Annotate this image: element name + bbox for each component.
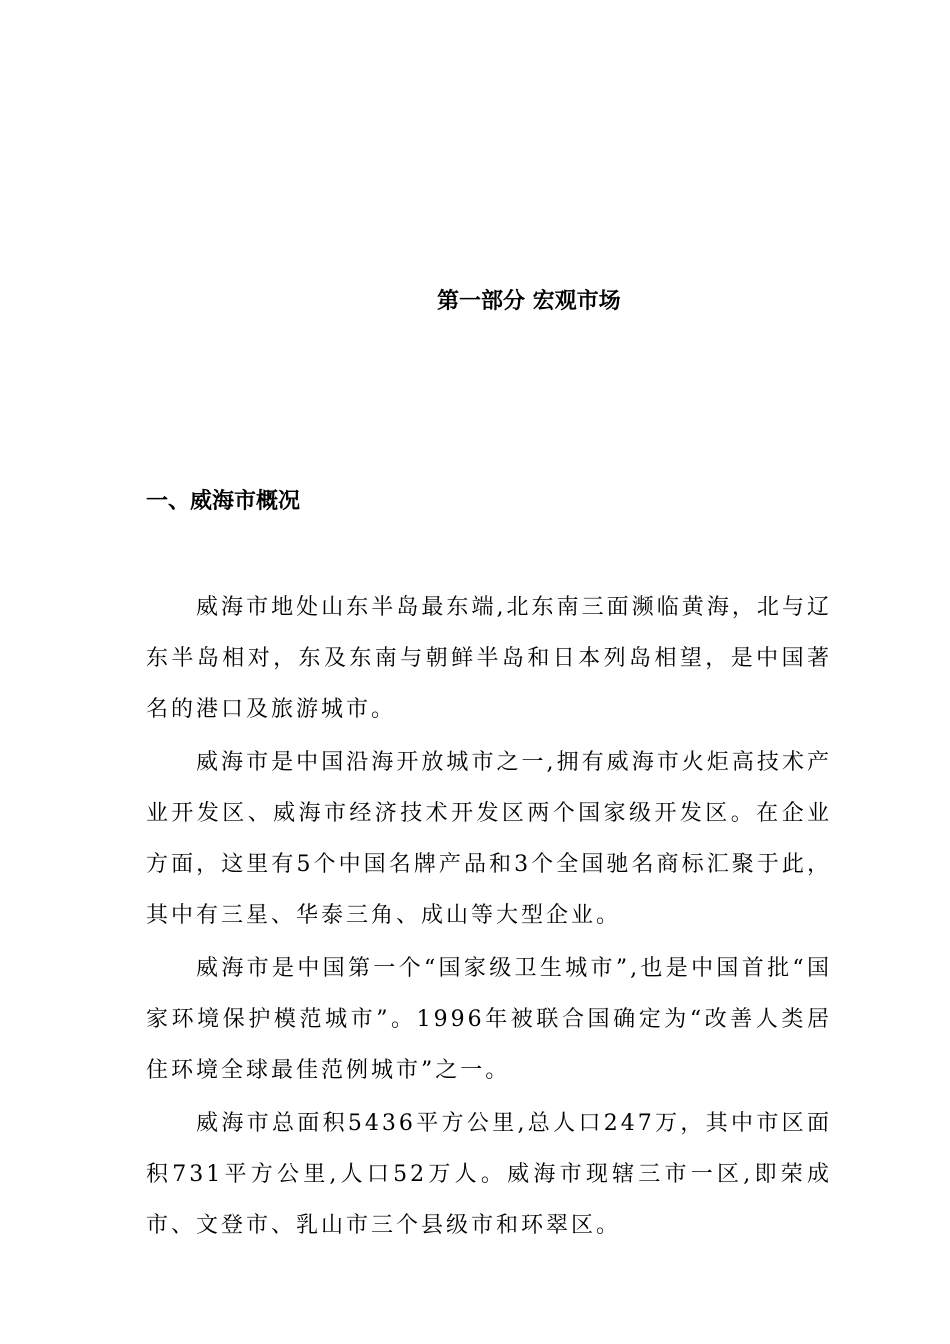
paragraph-location: 威海市地处山东半岛最东端,北东南三面濒临黄海，北与辽东半岛相对，东及东南与朝鲜半岛和日本列岛相望，是中国著名的港口及旅游城市。 <box>146 595 832 722</box>
paragraph-honors: 威海市是中国第一个“国家级卫生城市”,也是中国首批“国家环境保护模范城市”。1996年被联合国确定为“改善人类居住环境全球最佳范例城市”之一。 <box>146 956 832 1083</box>
paragraph-economy: 威海市是中国沿海开放城市之一,拥有威海市火炬高技术产业开发区、威海市经济技术开发区两个国家级开发区。在企业方面，这里有5个中国名牌产品和3个全国驰名商标汇聚于此，其中有三星、华泰三角、成山等大型企业。 <box>146 750 832 928</box>
body-text <box>146 582 832 1253</box>
section-heading: 一、威海市概况 <box>146 489 301 514</box>
paragraph-area-population: 威海市总面积5436平方公里,总人口247万，其中市区面积731平方公里,人口52万人。威海市现辖三市一区,即荣成市、文登市、乳山市三个县级市和环翠区。 <box>146 1111 832 1238</box>
part-title: 第一部分 宏观市场 <box>437 289 621 314</box>
